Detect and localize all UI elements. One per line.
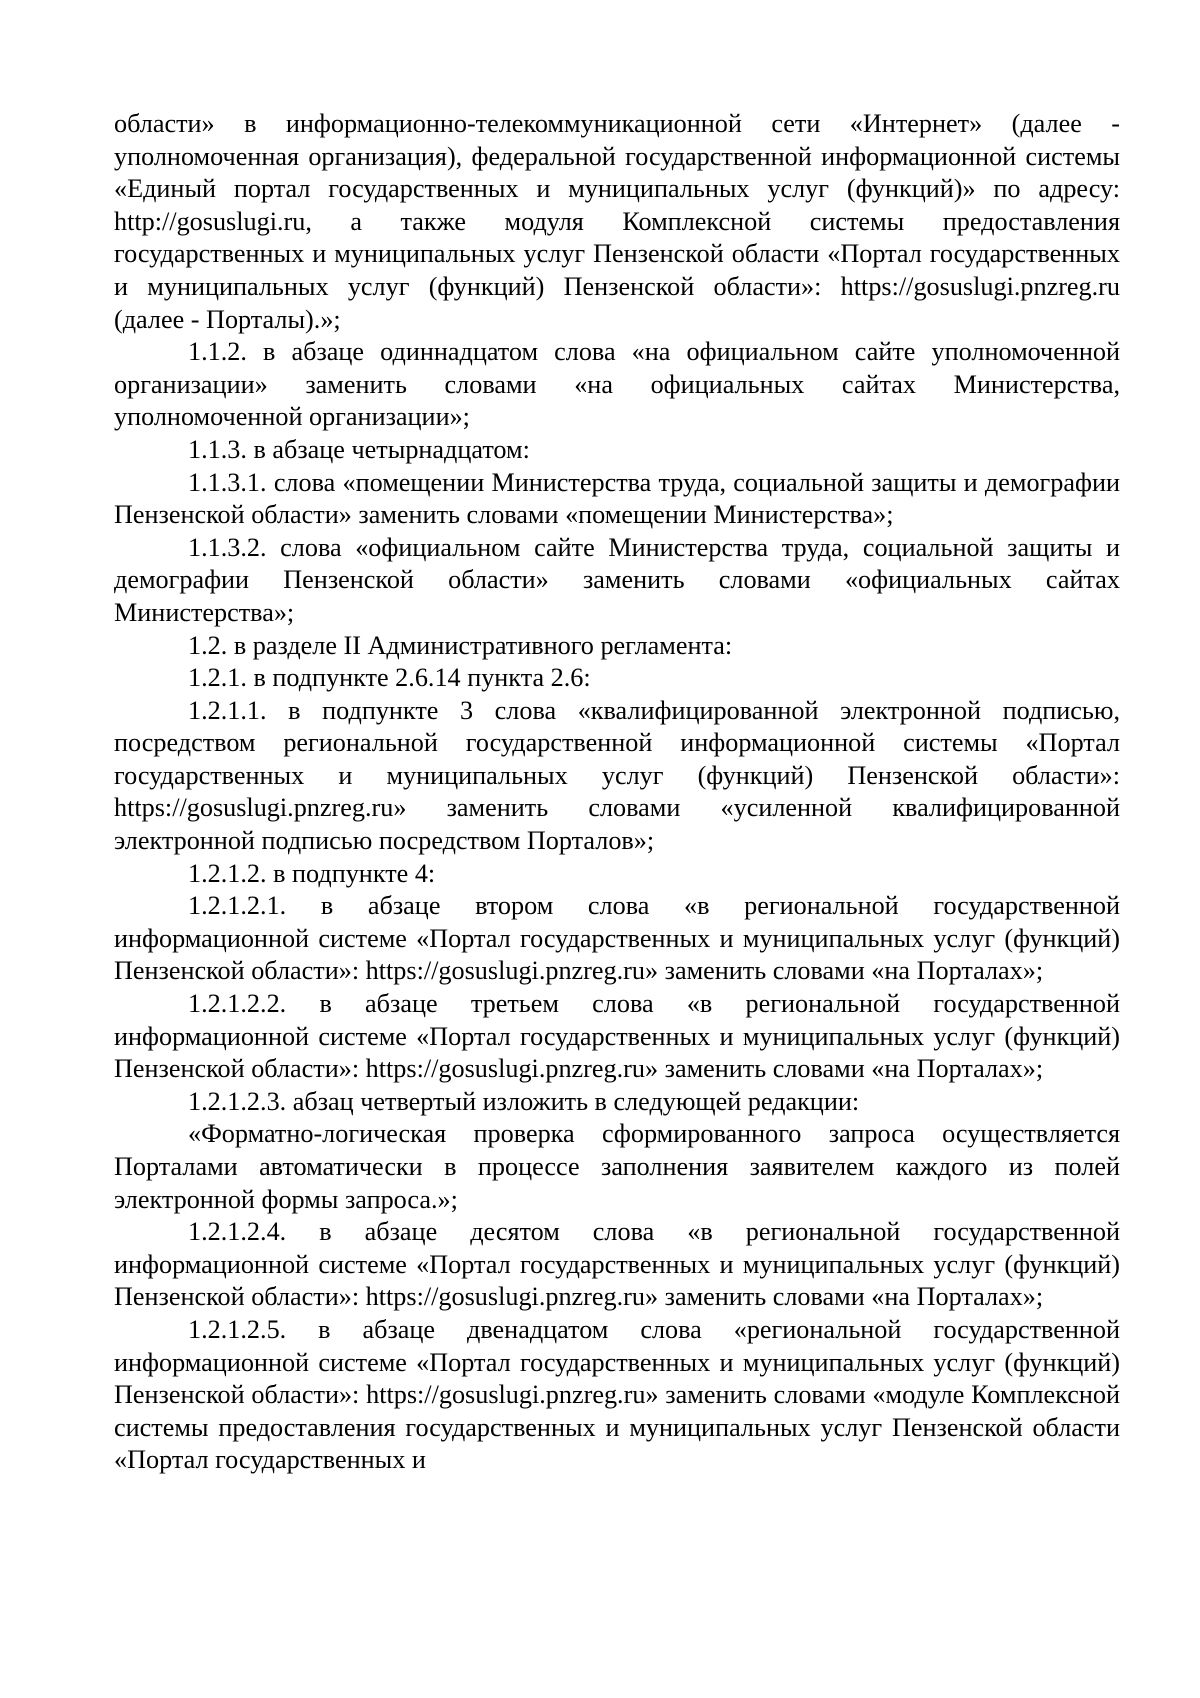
paragraph-1-2-1-2-2: 1.2.1.2.2. в абзаце третьем слова «в региональной государственной информационной системе «Портал государственных и муниципальных услуг (функций) Пензенской области»: https://gosuslugi.pnzreg.ru» заменить словами «на Порталах»; — [114, 989, 1120, 1084]
paragraph-1-1-2: 1.1.2. в абзаце одиннадцатом слова «на официальном сайте уполномоченной организации» заменить словами «на официальных сайтах Министерства, уполномоченной организации»; — [114, 337, 1120, 432]
paragraph-1-2-1: 1.2.1. в подпункте 2.6.14 пункта 2.6: — [188, 663, 591, 693]
paragraph-1-1-3: 1.1.3. в абзаце четырнадцатом: — [188, 434, 530, 464]
paragraph-1-2-1-2-5: 1.2.1.2.5. в абзаце двенадцатом слова «региональной государственной информационной системе «Портал государственных и муниципальных услуг (функций) Пензенской области»: https://gosuslugi.pnzreg.ru» заменить словами «модуле Комплексной системы предоставления государственных и муниципальных услуг Пензенской области «Портал государственных и — [114, 1314, 1120, 1475]
paragraph-continuation: области» в информационно-телекоммуникационной сети «Интернет» (далее - уполномоченная организация), федеральной государственной информационной системы «Единый портал государственных и муниципальных услуг (функций)» по адресу: http://gosuslugi.ru, а также модуля Комплексной системы предоставления государственных и муниципальных услуг Пензенской области «Портал государственных и муниципальных услуг (функций) Пензенской области»: https://gosuslugi.pnzreg.ru (далее - Порталы).»; — [114, 109, 1120, 334]
paragraph-1-2-1-2: 1.2.1.2. в подпункте 4: — [188, 858, 436, 888]
paragraph-1-2-1-1: 1.2.1.1. в подпункте 3 слова «квалифицированной электронной подписью, посредством региональной государственной информационной системы «Портал государственных и муниципальных услуг (функций) Пензенской области»: https://gosuslugi.pnzreg.ru» заменить словами «усиленной квалифицированной электронной подписью посредством Порталов»; — [114, 695, 1120, 856]
document-page — [114, 108, 1120, 1477]
paragraph-1-2-1-2-4: 1.2.1.2.4. в абзаце десятом слова «в региональной государственной информационной системе «Портал государственных и муниципальных услуг (функций) Пензенской области»: https://gosuslugi.pnzreg.ru» заменить словами «на Порталах»; — [114, 1217, 1120, 1312]
paragraph-1-2-1-2-3: 1.2.1.2.3. абзац четвертый изложить в следующей редакции: — [188, 1086, 860, 1116]
paragraph-1-2-1-2-1: 1.2.1.2.1. в абзаце втором слова «в региональной государственной информационной системе «Портал государственных и муниципальных услуг (функций) Пензенской области»: https://gosuslugi.pnzreg.ru» заменить словами «на Порталах»; — [114, 891, 1120, 986]
paragraph-1-1-3-2: 1.1.3.2. слова «официальном сайте Министерства труда, социальной защиты и демографии Пензенской области» заменить словами «официальных сайтах Министерства»; — [114, 532, 1120, 627]
paragraph-quoted-text: «Форматно-логическая проверка сформированного запроса осуществляется Порталами автоматически в процессе заполнения заявителем каждого из полей электронной формы запроса.»; — [114, 1119, 1120, 1214]
paragraph-1-1-3-1: 1.1.3.1. слова «помещении Министерства труда, социальной защиты и демографии Пензенской области» заменить словами «помещении Министерства»; — [114, 467, 1120, 530]
paragraph-1-2: 1.2. в разделе II Административного регламента: — [188, 630, 733, 660]
